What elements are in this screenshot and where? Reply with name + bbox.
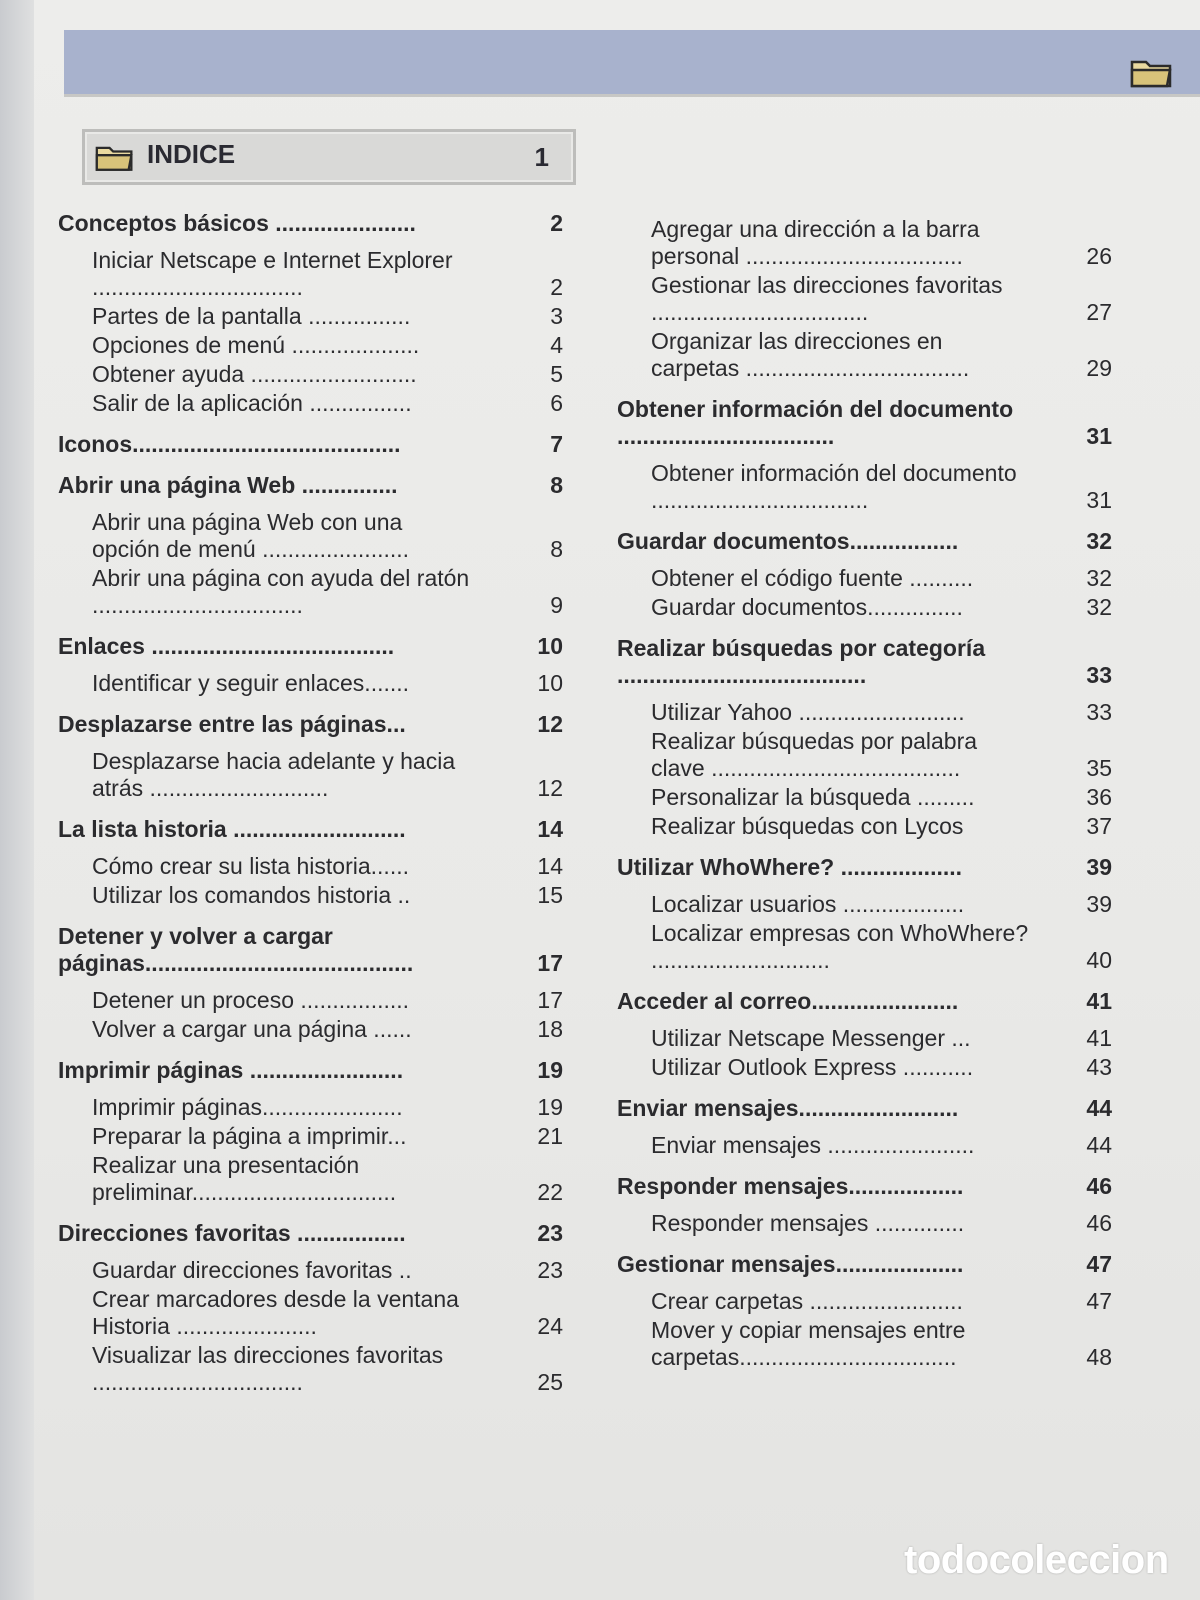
toc-section bbox=[58, 431, 563, 458]
section-title: Responder mensajes.................. bbox=[617, 1173, 964, 1199]
entry-page-number: 25 bbox=[537, 1369, 563, 1395]
section-title: Utilizar WhoWhere? ................... bbox=[617, 854, 963, 880]
section-title: Enviar mensajes......................... bbox=[617, 1095, 959, 1121]
entry-page-number: 24 bbox=[537, 1313, 563, 1339]
section-title: La lista historia ........................... bbox=[58, 816, 406, 842]
toc-section bbox=[58, 472, 563, 499]
section-title: Desplazarse entre las páginas... bbox=[58, 711, 406, 737]
toc-entry bbox=[617, 784, 1112, 811]
toc-entry bbox=[617, 594, 1112, 621]
section-page-number: 33 bbox=[1086, 662, 1112, 688]
toc-section bbox=[617, 635, 1112, 689]
entry-label: Mover y copiar mensajes entre carpetas.................................. bbox=[651, 1317, 966, 1370]
section-title: Acceder al correo....................... bbox=[617, 988, 959, 1014]
entry-page-number: 15 bbox=[537, 882, 563, 908]
entry-label: Desplazarse hacia adelante y hacia atrás ............................ bbox=[92, 748, 456, 801]
toc-entry bbox=[617, 920, 1112, 974]
entry-label: Detener un proceso ................. bbox=[92, 987, 410, 1013]
section-title: Enlaces ...................................... bbox=[58, 633, 395, 659]
toc-section bbox=[617, 988, 1112, 1015]
entry-label: Opciones de menú .................... bbox=[92, 332, 420, 358]
entry-page-number: 32 bbox=[1086, 565, 1112, 591]
entry-label: Preparar la página a imprimir... bbox=[92, 1123, 407, 1149]
toc-entry bbox=[58, 853, 563, 880]
entry-label: Guardar direcciones favoritas .. bbox=[92, 1257, 412, 1283]
entry-label: Abrir una página Web con una opción de menú ....................... bbox=[92, 509, 410, 562]
entry-page-number: 6 bbox=[550, 390, 563, 416]
index-title: INDICE bbox=[147, 139, 236, 169]
toc-entry bbox=[58, 1016, 563, 1043]
toc-entry bbox=[58, 1123, 563, 1150]
entry-label: Cómo crear su lista historia...... bbox=[92, 853, 409, 879]
toc-entry bbox=[58, 882, 563, 909]
section-title: Iconos.......................................... bbox=[58, 431, 401, 457]
section-page-number: 47 bbox=[1086, 1251, 1112, 1277]
entry-page-number: 29 bbox=[1086, 355, 1112, 381]
toc-entry bbox=[58, 1152, 563, 1206]
entry-page-number: 32 bbox=[1086, 594, 1112, 620]
toc-entry bbox=[58, 509, 563, 563]
section-page-number: 14 bbox=[537, 816, 563, 842]
toc-entry bbox=[617, 1132, 1112, 1159]
entry-label: Realizar una presentación preliminar................................ bbox=[92, 1152, 397, 1205]
entry-label: Utilizar Yahoo .......................... bbox=[651, 699, 965, 725]
entry-label: Realizar búsquedas por palabra clave ....................................... bbox=[651, 728, 978, 781]
entry-page-number: 36 bbox=[1086, 784, 1112, 810]
section-page-number: 8 bbox=[550, 472, 563, 498]
entry-page-number: 41 bbox=[1086, 1025, 1112, 1051]
toc-section bbox=[58, 1220, 563, 1247]
toc-entry bbox=[58, 303, 563, 330]
toc-left-column bbox=[58, 196, 563, 1396]
section-title: Imprimir páginas ........................ bbox=[58, 1057, 404, 1083]
entry-label: Obtener información del documento .................................. bbox=[651, 460, 1017, 513]
entry-label: Personalizar la búsqueda ......... bbox=[651, 784, 975, 810]
entry-page-number: 47 bbox=[1086, 1288, 1112, 1314]
section-title: Abrir una página Web ............... bbox=[58, 472, 398, 498]
entry-page-number: 22 bbox=[537, 1179, 563, 1205]
toc-entry bbox=[58, 1257, 563, 1284]
index-page-number: 1 bbox=[534, 142, 549, 172]
toc-entry bbox=[58, 1286, 563, 1340]
toc-section bbox=[617, 1095, 1112, 1122]
toc-section bbox=[617, 528, 1112, 555]
header-band bbox=[64, 30, 1200, 97]
toc-entry bbox=[58, 332, 563, 359]
entry-page-number: 37 bbox=[1086, 813, 1112, 839]
entry-page-number: 43 bbox=[1086, 1054, 1112, 1080]
toc-entry bbox=[617, 272, 1112, 326]
toc-entry bbox=[58, 247, 563, 301]
entry-page-number: 31 bbox=[1086, 487, 1112, 513]
section-page-number: 31 bbox=[1086, 423, 1112, 449]
entry-label: Utilizar Netscape Messenger ... bbox=[651, 1025, 971, 1051]
entry-label: Crear carpetas ........................ bbox=[651, 1288, 963, 1314]
toc-entry bbox=[617, 1054, 1112, 1081]
entry-label: Agregar una dirección a la barra personal .................................. bbox=[651, 216, 980, 269]
entry-page-number: 40 bbox=[1086, 947, 1112, 973]
entry-label: Obtener el código fuente .......... bbox=[651, 565, 974, 591]
entry-page-number: 39 bbox=[1086, 891, 1112, 917]
entry-page-number: 3 bbox=[550, 303, 563, 329]
entry-page-number: 27 bbox=[1086, 299, 1112, 325]
index-heading-box bbox=[82, 129, 576, 185]
toc-entry bbox=[617, 728, 1112, 782]
entry-label: Salir de la aplicación ................ bbox=[92, 390, 412, 416]
toc-section bbox=[58, 633, 563, 660]
section-page-number: 19 bbox=[537, 1057, 563, 1083]
entry-page-number: 10 bbox=[537, 670, 563, 696]
toc-entry bbox=[58, 361, 563, 388]
toc-entry bbox=[617, 460, 1112, 514]
toc-entry bbox=[617, 1025, 1112, 1052]
entry-page-number: 35 bbox=[1086, 755, 1112, 781]
toc-entry bbox=[617, 1317, 1112, 1371]
section-page-number: 44 bbox=[1086, 1095, 1112, 1121]
entry-label: Utilizar los comandos historia .. bbox=[92, 882, 411, 908]
section-page-number: 41 bbox=[1086, 988, 1112, 1014]
toc-entry bbox=[617, 891, 1112, 918]
entry-page-number: 19 bbox=[537, 1094, 563, 1120]
entry-page-number: 48 bbox=[1086, 1344, 1112, 1370]
toc-entry bbox=[617, 1288, 1112, 1315]
entry-label: Utilizar Outlook Express ........... bbox=[651, 1054, 974, 1080]
section-title: Guardar documentos................. bbox=[617, 528, 959, 554]
entry-page-number: 4 bbox=[550, 332, 563, 358]
entry-label: Visualizar las direcciones favoritas ................................. bbox=[92, 1342, 444, 1395]
toc-section bbox=[617, 1173, 1112, 1200]
entry-label: Enviar mensajes ....................... bbox=[651, 1132, 975, 1158]
section-title: Gestionar mensajes.................... bbox=[617, 1251, 964, 1277]
entry-label: Imprimir páginas...................... bbox=[92, 1094, 403, 1120]
folder-icon bbox=[1130, 56, 1174, 88]
entry-page-number: 8 bbox=[550, 536, 563, 562]
toc-right-column bbox=[617, 214, 1112, 1371]
toc-entry bbox=[617, 813, 1112, 840]
section-title: Obtener información del documento .................................. bbox=[617, 396, 1014, 449]
toc-entry bbox=[617, 565, 1112, 592]
section-title: Realizar búsquedas por categoría ....................................... bbox=[617, 635, 986, 688]
entry-label: Localizar empresas con WhoWhere? ............................ bbox=[651, 920, 1029, 973]
toc-section bbox=[58, 923, 563, 977]
toc-entry bbox=[58, 670, 563, 697]
section-page-number: 7 bbox=[550, 431, 563, 457]
toc-entry bbox=[617, 1210, 1112, 1237]
entry-label: Crear marcadores desde la ventana Historia ...................... bbox=[92, 1286, 459, 1339]
toc-entry bbox=[58, 987, 563, 1014]
entry-label: Localizar usuarios ................... bbox=[651, 891, 965, 917]
watermark-logo: todocoleccion bbox=[904, 1538, 1169, 1582]
section-page-number: 17 bbox=[537, 950, 563, 976]
section-title: Conceptos básicos ...................... bbox=[58, 210, 416, 236]
toc-entry bbox=[617, 216, 1112, 270]
toc-entry bbox=[58, 390, 563, 417]
toc-entry bbox=[617, 699, 1112, 726]
toc-section bbox=[58, 711, 563, 738]
section-page-number: 12 bbox=[537, 711, 563, 737]
entry-page-number: 17 bbox=[537, 987, 563, 1013]
toc-section bbox=[617, 1251, 1112, 1278]
entry-page-number: 46 bbox=[1086, 1210, 1112, 1236]
entry-page-number: 44 bbox=[1086, 1132, 1112, 1158]
entry-label: Gestionar las direcciones favoritas .................................. bbox=[651, 272, 1003, 325]
entry-page-number: 12 bbox=[537, 775, 563, 801]
entry-label: Volver a cargar una página ...... bbox=[92, 1016, 412, 1042]
section-page-number: 46 bbox=[1086, 1173, 1112, 1199]
toc-section bbox=[58, 1057, 563, 1084]
toc-entry bbox=[58, 1342, 563, 1396]
entry-label: Abrir una página con ayuda del ratón ................................. bbox=[92, 565, 470, 618]
entry-page-number: 2 bbox=[550, 274, 563, 300]
entry-label: Identificar y seguir enlaces....... bbox=[92, 670, 410, 696]
toc-entry bbox=[58, 565, 563, 619]
toc-section bbox=[617, 854, 1112, 881]
folder-icon bbox=[95, 142, 135, 172]
section-page-number: 32 bbox=[1086, 528, 1112, 554]
entry-label: Obtener ayuda .......................... bbox=[92, 361, 417, 387]
toc-section bbox=[617, 396, 1112, 450]
section-page-number: 10 bbox=[537, 633, 563, 659]
section-page-number: 2 bbox=[550, 210, 563, 236]
page-spine-shadow bbox=[0, 0, 34, 1600]
entry-label: Partes de la pantalla ................ bbox=[92, 303, 411, 329]
toc-section bbox=[58, 816, 563, 843]
entry-page-number: 9 bbox=[550, 592, 563, 618]
section-title: Detener y volver a cargar páginas.......................................... bbox=[58, 923, 414, 976]
toc-entry bbox=[58, 1094, 563, 1121]
entry-page-number: 23 bbox=[537, 1257, 563, 1283]
entry-label: Iniciar Netscape e Internet Explorer ................................. bbox=[92, 247, 453, 300]
toc-entry bbox=[58, 748, 563, 802]
entry-page-number: 18 bbox=[537, 1016, 563, 1042]
entry-page-number: 21 bbox=[537, 1123, 563, 1149]
toc-entry bbox=[617, 328, 1112, 382]
entry-page-number: 14 bbox=[537, 853, 563, 879]
entry-page-number: 26 bbox=[1086, 243, 1112, 269]
toc-section bbox=[58, 210, 563, 237]
section-title: Direcciones favoritas ................. bbox=[58, 1220, 406, 1246]
section-page-number: 23 bbox=[537, 1220, 563, 1246]
entry-page-number: 33 bbox=[1086, 699, 1112, 725]
section-page-number: 39 bbox=[1086, 854, 1112, 880]
entry-label: Guardar documentos............... bbox=[651, 594, 963, 620]
entry-label: Realizar búsquedas con Lycos bbox=[651, 813, 964, 839]
entry-page-number: 5 bbox=[550, 361, 563, 387]
entry-label: Organizar las direcciones en carpetas ................................... bbox=[651, 328, 970, 381]
entry-label: Responder mensajes .............. bbox=[651, 1210, 965, 1236]
